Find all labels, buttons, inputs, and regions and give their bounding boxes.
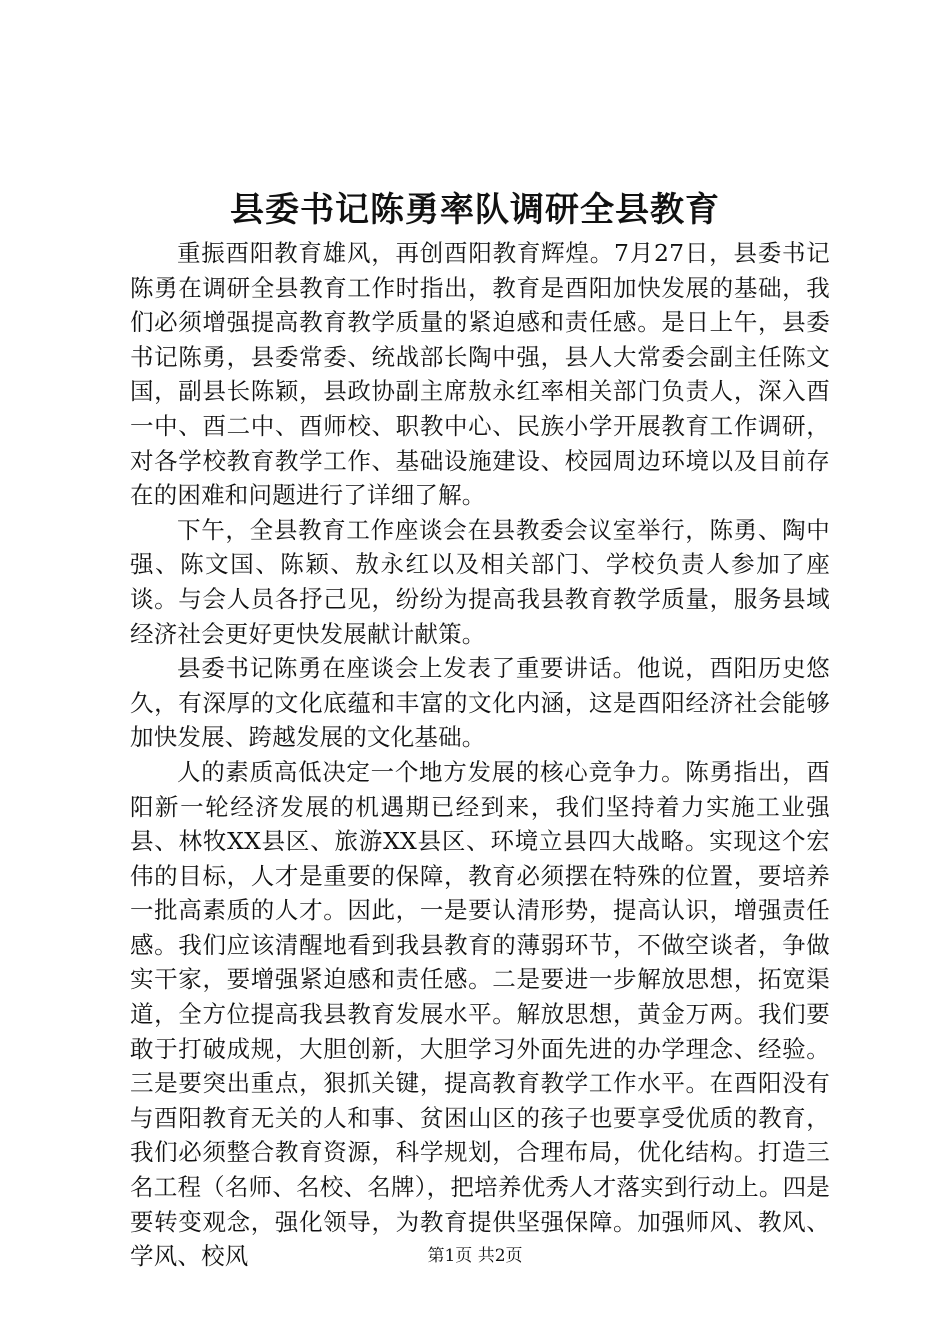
document-body — [130, 236, 830, 1274]
paragraph-1: 重振酉阳教育雄风，再创酉阳教育辉煌。7月27日，县委书记陈勇在调研全县教育工作时指出，教育是酉阳加快发展的基础，我们必须增强提高教育教学质量的紧迫感和责任感。是日上午，县委书记陈勇，县委常委、统战部长陶中强，县人大常委会副主任陈文国，副县长陈颖，县政协副主席敖永红率相关部门负责人，深入酉一中、酉二中、酉师校、职教中心、民族小学开展教育工作调研，对各学校教育教学工作、基础设施建设、校园周边环境以及目前存在的困难和问题进行了详细了解。 — [130, 239, 830, 510]
document-title: 县委书记陈勇率队调研全县教育 — [230, 190, 720, 230]
paragraph-3: 县委书记陈勇在座谈会上发表了重要讲话。他说，酉阳历史悠久，有深厚的文化底蕴和丰富的文化内涵，这是酉阳经济社会能够加快发展、跨越发展的文化基础。 — [130, 654, 830, 752]
paragraph-4: 人的素质高低决定一个地方发展的核心竞争力。陈勇指出，酉阳新一轮经济发展的机遇期已经到来，我们坚持着力实施工业强县、林牧XX县区、旅游XX县区、环境立县四大战略。实现这个宏伟的目标，人才是重要的保障，教育必须摆在特殊的位置，要培养一批高素质的人才。因此，一是要认清形势，提高认识，增强责任感。我们应该清醒地看到我县教育的薄弱环节，不做空谈者，争做实干家，要增强紧迫感和责任感。二是要进一步解放思想，拓宽渠道，全方位提高我县教育发展水平。解放思想，黄金万两。我们要敢于打破成规，大胆创新，大胆学习外面先进的办学理念、经验。三是要突出重点，狠抓关键，提高教育教学工作水平。在酉阳没有与酉阳教育无关的人和事、贫困山区的孩子也要享受优质的教育，我们必须整合教育资源，科学规划，合理布局，优化结构。打造三名工程（名师、名校、名牌），把培养优秀人才落实到行动上。四是要转变观念，强化领导，为教育提供坚强保障。加强师风、教风、学风、校风 — [130, 757, 830, 1271]
paragraph-2: 下午，全县教育工作座谈会在县教委会议室举行，陈勇、陶中强、陈文国、陈颖、敖永红以及相关部门、学校负责人参加了座谈。与会人员各抒己见，纷纷为提高我县教育教学质量，服务县域经济社会更好更快发展献计献策。 — [130, 515, 830, 648]
page-number-footer: 第1页 共2页 — [427, 1246, 523, 1266]
